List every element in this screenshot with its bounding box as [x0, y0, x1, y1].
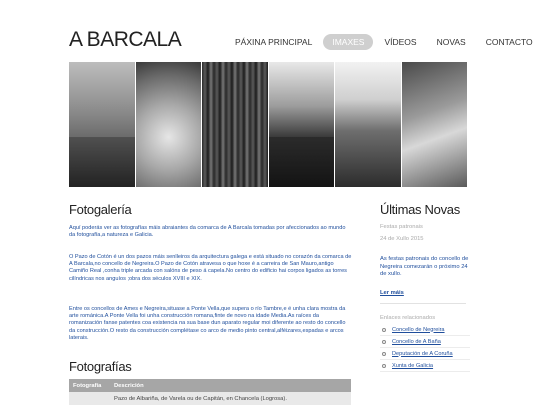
nav-item-paxina-principal[interactable]: PÁXINA PRINCIPAL: [235, 37, 313, 47]
header-descricion: Descrición: [114, 382, 144, 389]
nav-item-novas[interactable]: NOVAS: [436, 37, 466, 47]
links-title: Enlaces relacionados: [380, 315, 436, 321]
news-headline: Festas patronais: [380, 224, 423, 230]
news-text: As festas patronais do concello de Negreira comezarán o próximo 24 de xullo.: [380, 256, 469, 277]
nav-item-videos[interactable]: VÍDEOS: [384, 37, 417, 47]
cell-description: Pazo de Albariña, de Varela ou de Capitán, en Chancela (Logrosa).: [114, 395, 287, 402]
banner-photo-boat: [402, 62, 468, 187]
link-concello-negreira[interactable]: Concello de Negreira: [380, 324, 470, 336]
site-title[interactable]: A BARCALA: [69, 28, 182, 51]
photos-title: Fotografías: [69, 359, 132, 374]
table-row: [69, 392, 351, 405]
link-deputacion[interactable]: Deputación de A Coruña: [380, 348, 470, 360]
news-date: 24 de Xullo 2015: [380, 236, 424, 242]
banner-photo-stone-house: [69, 62, 136, 187]
bullet-icon: [382, 340, 386, 344]
banner-photo-field: [269, 62, 336, 187]
read-more-link[interactable]: Ler máis: [380, 290, 404, 296]
link-xunta[interactable]: Xunta de Galicia: [380, 360, 470, 372]
link-concello-a-bana[interactable]: Concello de A Baña: [380, 336, 470, 348]
bullet-icon: [382, 352, 386, 356]
pazo-paragraph: O Pazo de Cotón é un dos pazos máis senlleiros da arquitectura galega e está situado no corazón da comarca de A Barcala,no concello de Negreira.O Pazo de Cotón atravesa o que hoxe é a carreira de San Mauro,antigo Camiño Real ,conha triple arcada con salóns de peso á capela.No centro do edificio hai corpos ligados as torres cilíndricas nos anguíos ;obra dos séculos XVIII e XIX.: [69, 254, 352, 282]
nav-item-imaxes[interactable]: IMAXES: [323, 34, 373, 50]
main-nav: [226, 34, 540, 50]
header-fotografia: Fotografía: [73, 382, 102, 389]
bullet-icon: [382, 328, 386, 332]
photos-table: [69, 379, 351, 405]
banner-photo-village: [335, 62, 402, 187]
banner-photo-tree: [136, 62, 203, 187]
related-links-list: [380, 324, 470, 372]
gallery-title: Fotogalería: [69, 202, 132, 217]
sidebar-divider: [380, 303, 466, 304]
intro-paragraph: Aquí poderás ver as fotografías máis abraiantes da comarca de A Barcala tomadas por afeccionados ao mundo da fotografía,a natureza e Galicia.: [69, 225, 346, 239]
news-title: Últimas Novas: [380, 202, 460, 217]
table-header: [69, 379, 351, 392]
bullet-icon: [382, 364, 386, 368]
photo-banner: [69, 62, 467, 187]
nav-item-contacto[interactable]: CONTACTO: [485, 37, 533, 47]
banner-photo-wooden-door: [202, 62, 269, 187]
ponte-paragraph: Entre os concellos de Ames e Negreira,situase a Ponte Vella,que supera o río Tambre,e é unha clara mostra da arte románica.A Ponte Vella foi unha construcción romana,finte de novo na idade Media.As raíces da romanización fanse patentes coa existencia na sua base dun aparato regular moi diferente ao resto do concello da construcción.O resto da construcción complétase co arco de medio pinto central,alféizares,espadas e arcos laterais.: [69, 306, 346, 341]
